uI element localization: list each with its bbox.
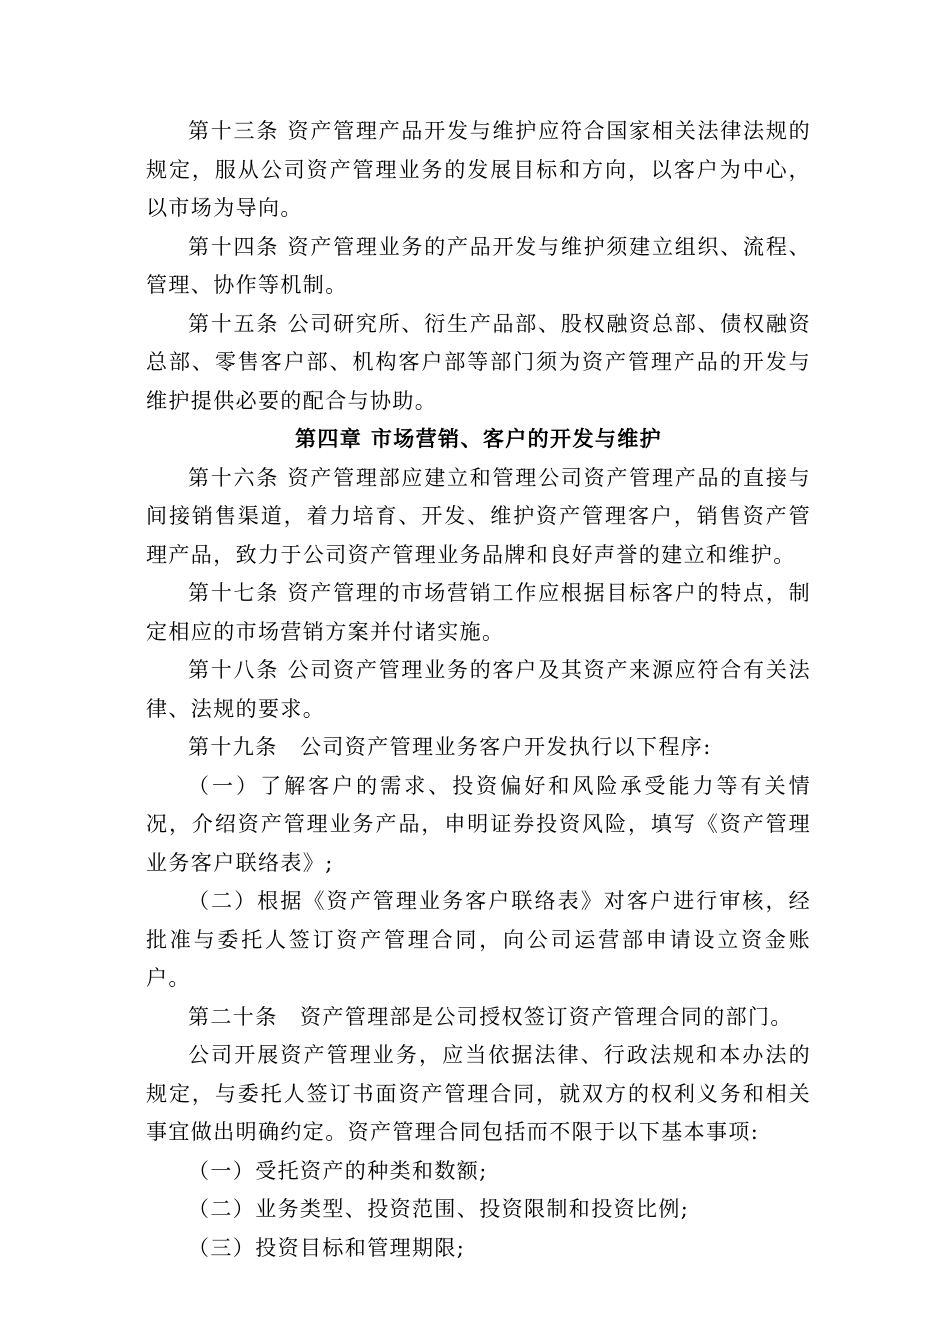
article-18: 第十八条 公司资产管理业务的客户及其资产来源应符合有关法律、法规的要求。 (146, 658, 811, 721)
document-body (146, 112, 811, 1267)
article-15: 第十五条 公司研究所、衍生产品部、股权融资总部、债权融资总部、零售客户部、机构客户部等部门须为资产管理产品的开发与维护提供必要的配合与协助。 (146, 311, 811, 413)
contract-item-2: （二）业务类型、投资范围、投资限制和投资比例; (188, 1197, 690, 1221)
contract-item-1: （一）受托资产的种类和数额; (188, 1158, 488, 1183)
contract-item-3: （三）投资目标和管理期限; (188, 1235, 466, 1260)
article-19-item-2: （二）根据《资产管理业务客户联络表》对客户进行审核，经批准与委托人签订资产管理合同，向公司运营部申请设立资金账户。 (146, 889, 811, 990)
article-14: 第十四条 资产管理业务的产品开发与维护须建立组织、流程、管理、协作等机制。 (146, 234, 811, 297)
contract-paragraph: 公司开展资产管理业务，应当依据法律、行政法规和本办法的规定，与委托人签订书面资产管理合同，就双方的权利义务和相关事宜做出明确约定。资产管理合同包括而不限于以下基本事项: (146, 1043, 811, 1144)
article-20: 第二十条 资产管理部是公司授权签订资产管理合同的部门。 (188, 1004, 793, 1029)
chapter-heading: 第四章 市场营销、客户的开发与维护 (294, 427, 663, 451)
article-16: 第十六条 资产管理部应建立和管理公司资产管理产品的直接与间接销售渠道，着力培育、开发、维护资产管理客户，销售资产管理产品，致力于公司资产管理业务品牌和良好声誉的建立和维护。 (146, 465, 811, 567)
article-17: 第十七条 资产管理的市场营销工作应根据目标客户的特点，制定相应的市场营销方案并付诸实施。 (146, 581, 811, 644)
article-19-item-1: （一）了解客户的需求、投资偏好和风险承受能力等有关情况，介绍资产管理业务产品，申明证券投资风险，填写《资产管理业务客户联络表》; (146, 773, 811, 875)
article-13: 第十三条 资产管理产品开发与维护应符合国家相关法律法规的规定，服从公司资产管理业务的发展目标和方向，以客户为中心，以市场为导向。 (146, 119, 811, 220)
article-19: 第十九条 公司资产管理业务客户开发执行以下程序: (188, 735, 712, 759)
